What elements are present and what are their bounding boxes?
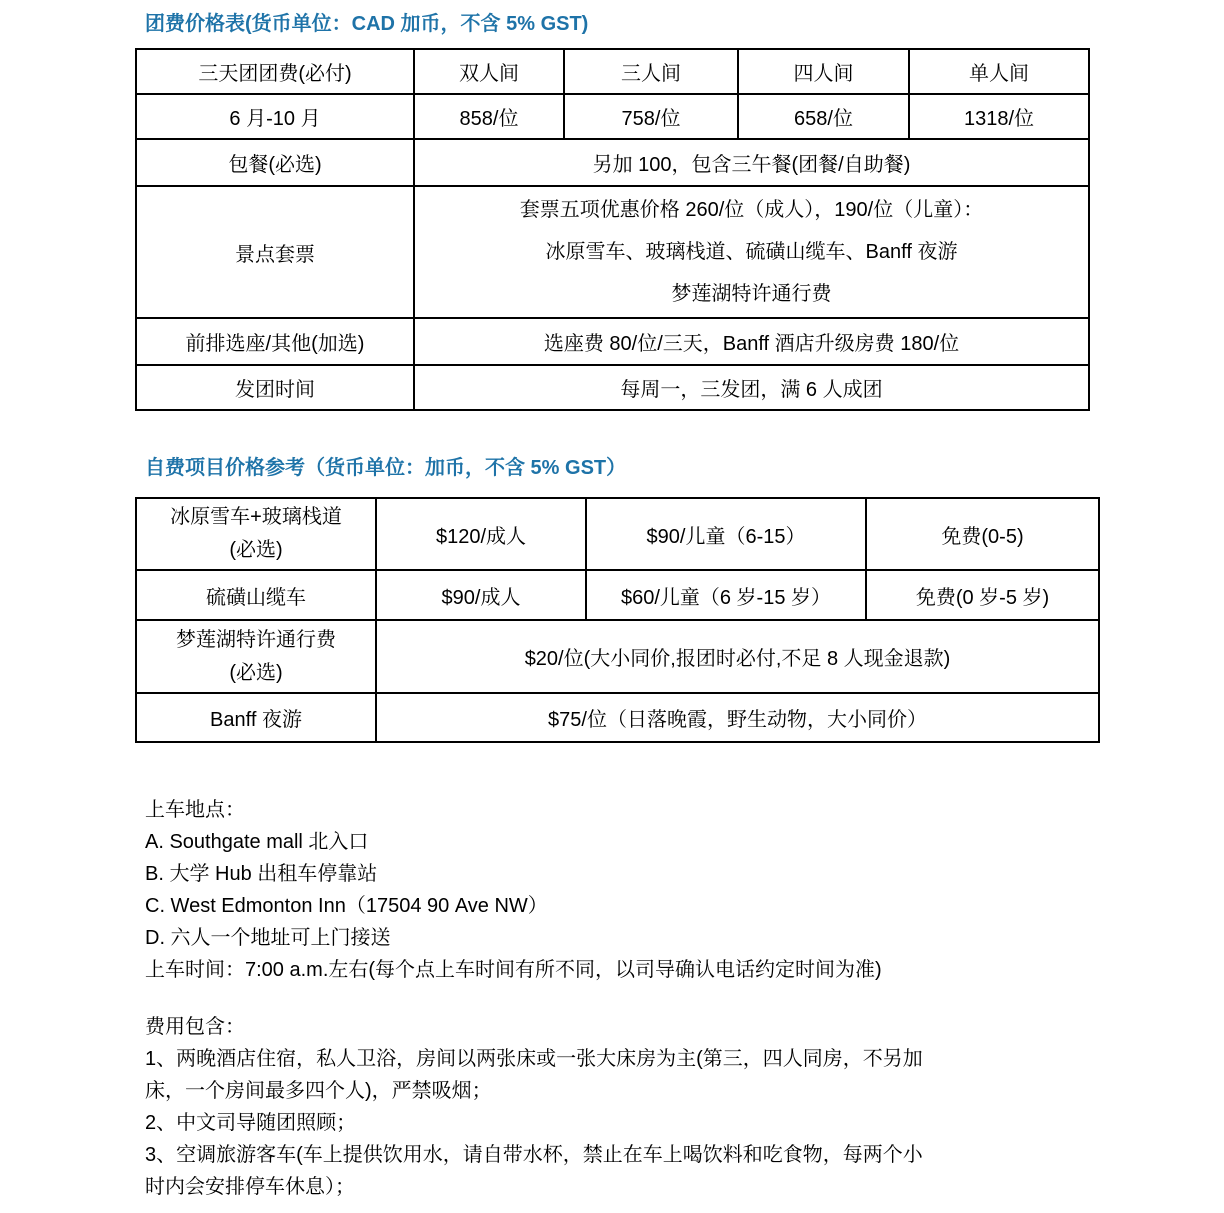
- pickup-location-a: A. Southgate mall 北入口: [145, 831, 369, 853]
- cell-price: 858/位: [414, 94, 564, 139]
- cell-label: 包餐(必选): [136, 139, 414, 186]
- includes-item-3-cont: 时内会安排停车休息）；: [145, 1176, 355, 1198]
- header-cell: 三人间: [564, 49, 738, 94]
- cell-price: 658/位: [738, 94, 909, 139]
- cell-child-price: $90/儿童（6-15）: [586, 498, 866, 570]
- cell-label: [136, 620, 376, 693]
- table-row: [136, 498, 1099, 570]
- cell-value: $20/位(大小同价,报团时必付,不足 8 人现金退款): [376, 620, 1099, 693]
- table-row: [136, 49, 1089, 94]
- value-line: 冰原雪车、玻璃栈道、硫磺山缆车、Banff 夜游: [545, 241, 958, 263]
- cell-label: Banff 夜游: [136, 693, 376, 742]
- table-row: [136, 570, 1099, 620]
- cell-value: 另加 100，包含三午餐(团餐/自助餐): [414, 139, 1089, 186]
- includes-item-1-cont: 床，一个房间最多四个人)，严禁吸烟；: [145, 1080, 492, 1102]
- header-cell: 单人间: [909, 49, 1089, 94]
- label-line: (必选): [229, 661, 283, 684]
- table-row: [136, 365, 1089, 410]
- cell-price: 758/位: [564, 94, 738, 139]
- label-line: 梦莲湖特许通行费: [176, 628, 336, 651]
- table-row: [136, 318, 1089, 365]
- pickup-location-d: D. 六人一个地址可上门接送: [145, 927, 391, 949]
- optional-fee-title: 自费项目价格参考（货币单位：加币，不含 5% GST）: [145, 457, 627, 479]
- cell-price: 1318/位: [909, 94, 1089, 139]
- cell-child-price: $60/儿童（6 岁-15 岁）: [586, 570, 866, 620]
- fee-includes-info: [145, 1011, 923, 1203]
- includes-heading: 费用包含：: [145, 1016, 245, 1038]
- table-row: [136, 693, 1099, 742]
- cell-label: 发团时间: [136, 365, 414, 410]
- cell-value: [414, 186, 1089, 318]
- cell-value: 每周一，三发团，满 6 人成团: [414, 365, 1089, 410]
- cell-label: 前排选座/其他(加选): [136, 318, 414, 365]
- header-cell: 双人间: [414, 49, 564, 94]
- cell-label: [136, 498, 376, 570]
- pickup-location-c: C. West Edmonton Inn（17504 90 Ave NW）: [145, 895, 548, 917]
- optional-fee-table: [135, 497, 1100, 743]
- cell-value: $75/位（日落晚霞，野生动物，大小同价）: [376, 693, 1099, 742]
- cell-free: 免费(0-5): [866, 498, 1099, 570]
- header-cell: 四人间: [738, 49, 909, 94]
- cell-adult-price: $90/成人: [376, 570, 586, 620]
- label-line: 冰原雪车+玻璃栈道: [170, 506, 342, 528]
- pickup-heading: 上车地点：: [145, 799, 245, 821]
- includes-item-2: 2、中文司导随团照顾；: [145, 1112, 357, 1134]
- cell-label: 硫磺山缆车: [136, 570, 376, 620]
- table-row: [136, 94, 1089, 139]
- includes-item-1: 1、两晚酒店住宿，私人卫浴，房间以两张床或一张大床房为主(第三，四人同房，不另加: [145, 1048, 923, 1070]
- pickup-time: 上车时间：7:00 a.m.左右(每个点上车时间有所不同，以司导确认电话约定时间为准): [145, 959, 882, 981]
- table-row: [136, 186, 1089, 318]
- pickup-info: [145, 794, 882, 986]
- group-fee-table: [135, 48, 1090, 411]
- pickup-location-b: B. 大学 Hub 出租车停靠站: [145, 863, 378, 885]
- cell-period: 6 月-10 月: [136, 94, 414, 139]
- includes-item-3: 3、空调旅游客车(车上提供饮用水，请自带水杯，禁止在车上喝饮料和吃食物，每两个小: [145, 1144, 923, 1166]
- cell-value: 选座费 80/位/三天，Banff 酒店升级房费 180/位: [414, 318, 1089, 365]
- value-line: 梦莲湖特许通行费: [671, 283, 832, 305]
- header-cell: 三天团团费(必付): [136, 49, 414, 94]
- table-row: [136, 620, 1099, 693]
- group-fee-title: 团费价格表(货币单位：CAD 加币，不含 5% GST): [145, 13, 589, 35]
- table-row: [136, 139, 1089, 186]
- cell-free: 免费(0 岁-5 岁): [866, 570, 1099, 620]
- value-line: 套票五项优惠价格 260/位（成人），190/位（儿童）：: [519, 199, 984, 221]
- cell-adult-price: $120/成人: [376, 498, 586, 570]
- label-line: (必选): [229, 539, 283, 561]
- cell-label: 景点套票: [136, 186, 414, 318]
